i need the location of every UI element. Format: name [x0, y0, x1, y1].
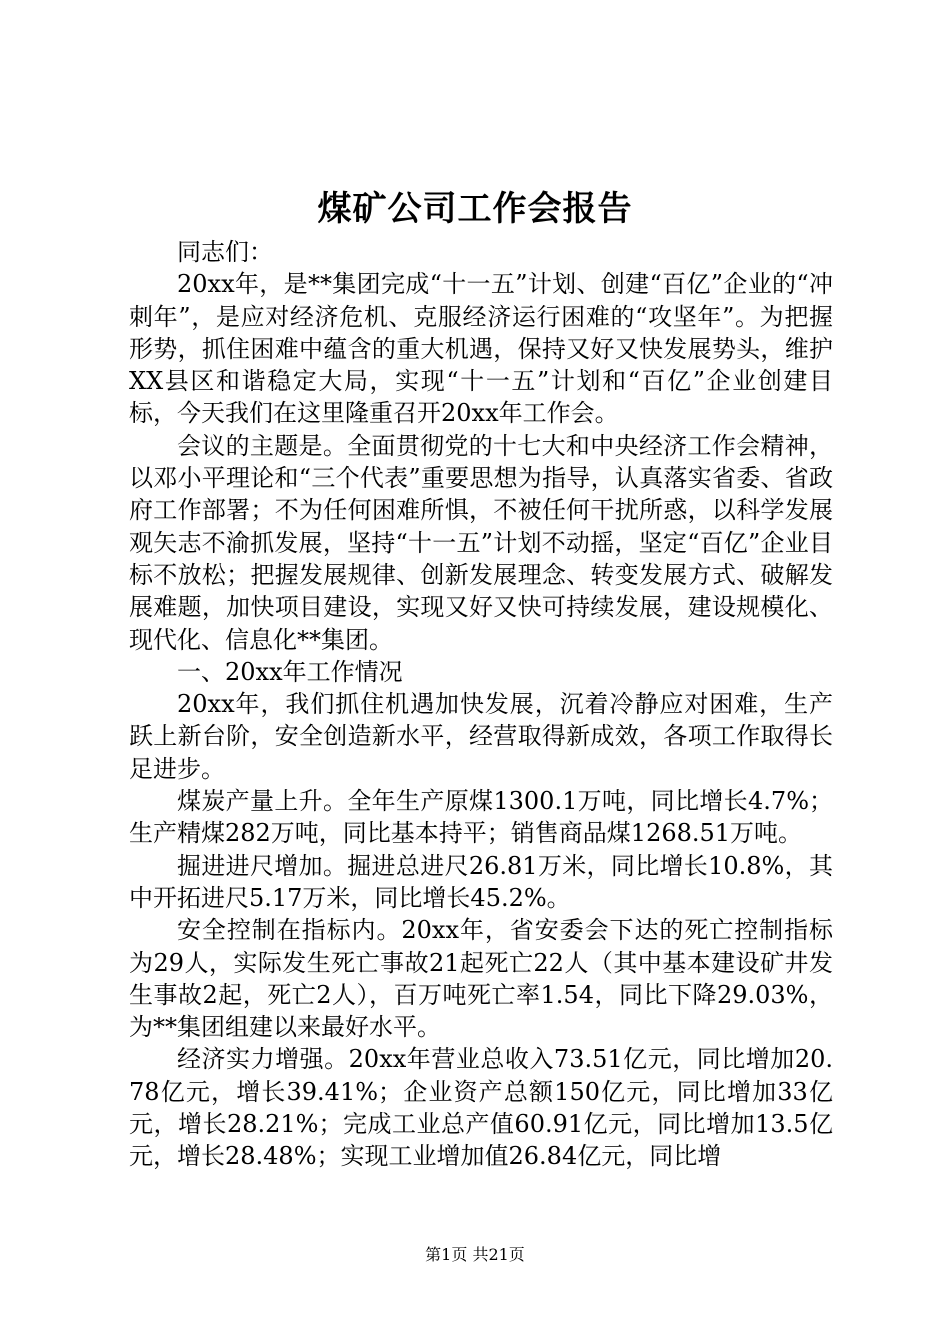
- salutation: 同志们：: [177, 238, 273, 266]
- paragraph-tunneling: 掘进进尺增加。掘进总进尺26.81万米，同比增长10.8%，其中开拓进尺5.17万米，同比增长45.2%。: [129, 851, 833, 912]
- paragraph-intro: 20xx年，是**集团完成“十一五”计划、创建“百亿”企业的“冲刺年”，是应对经济危机、克服经济运行困难的“攻坚年”。为把握形势，抓住困难中蕴含的重大机遇，保持又好又快发展势头，维护XX县区和谐稳定大局，实现“十一五”计划和“百亿”企业创建目标，今天我们在这里隆重召开20xx年工作会。: [129, 270, 833, 428]
- paragraph-overview: 20xx年，我们抓住机遇加快发展，沉着冷静应对困难，生产跃上新台阶，安全创造新水平，经营取得新成效，各项工作取得长足进步。: [129, 690, 833, 783]
- paragraph-safety: 安全控制在指标内。20xx年，省安委会下达的死亡控制指标为29人，实际发生死亡事故21起死亡22人（其中基本建设矿井发生事故2起，死亡2人），百万吨死亡率1.54，同比下降29.03%，为**集团组建以来最好水平。: [129, 916, 833, 1042]
- document-body: [129, 236, 833, 1173]
- document-title: 煤矿公司工作会报告: [317, 189, 633, 229]
- paragraph-coal-output: 煤炭产量上升。全年生产原煤1300.1万吨，同比增长4.7%；生产精煤282万吨，同比基本持平；销售商品煤1268.51万吨。: [129, 787, 833, 848]
- page-footer: 第1页 共21页: [425, 1245, 525, 1264]
- paragraph-economy: 经济实力增强。20xx年营业总收入73.51亿元，同比增加20.78亿元，增长39.41%；企业资产总额150亿元，同比增加33亿元，增长28.21%；完成工业总产值60.91亿元，同比增加13.5亿元，增长28.48%；实现工业增加值26.84亿元，同比增: [129, 1045, 833, 1171]
- paragraph-theme: 会议的主题是。全面贯彻党的十七大和中央经济工作会精神，以邓小平理论和“三个代表”重要思想为指导，认真落实省委、省政府工作部署；不为任何困难所惧，不被任何干扰所惑，以科学发展观矢志不渝抓发展，坚持“十一五”计划不动摇，坚定“百亿”企业目标不放松；把握发展规律、创新发展理念、转变发展方式、破解发展难题，加快项目建设，实现又好又快可持续发展，建设规模化、现代化、信息化**集团。: [129, 431, 833, 654]
- section-heading: 一、20xx年工作情况: [177, 657, 403, 686]
